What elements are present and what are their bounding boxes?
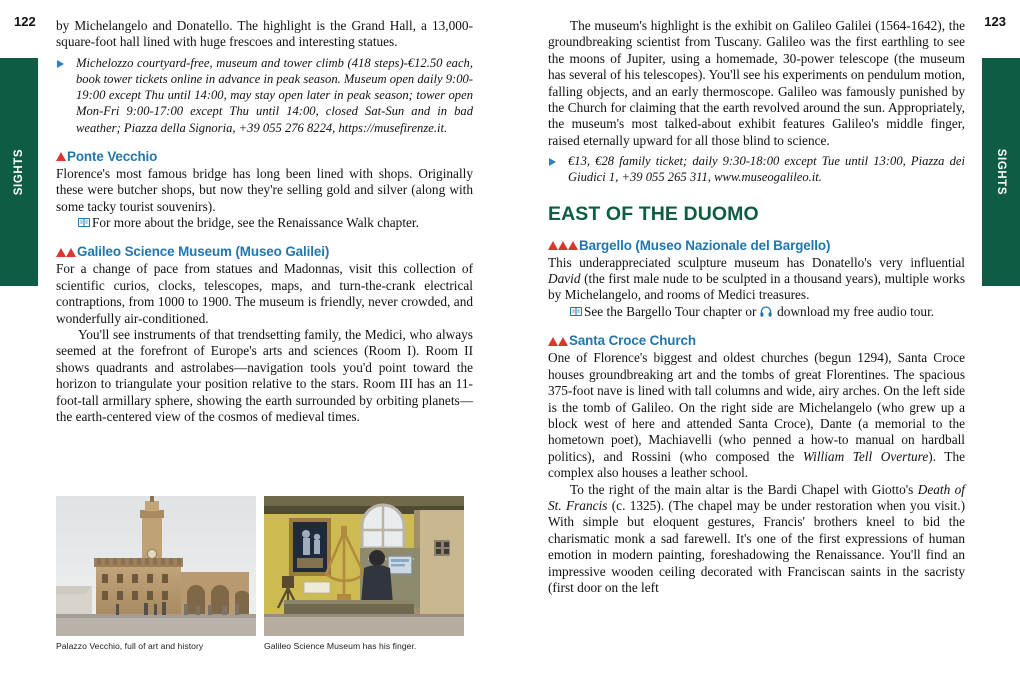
triangle-up-icon <box>56 248 66 257</box>
ponte-vecchio-crossref-text: For more about the bridge, see the Renaissance Walk chapter. <box>92 215 419 231</box>
santa-croce-body-1 <box>548 350 965 481</box>
triangle-up-icon <box>558 241 568 250</box>
bargello-body-post: (the first male nude to be sculpted in a thousand years), multiple works by Michelangelo, and rooms of Medici treasures. <box>548 271 965 303</box>
bargello-crossref <box>548 304 965 320</box>
ponte-vecchio-body: Florence's most famous bridge has long been lined with shops. Originally these were butcher shops, but now they're selling gold and silver (along with some tacky tourist souvenirs). <box>56 165 473 214</box>
rating-triangles-4 <box>548 333 568 348</box>
sight-heading-galileo-museum-label: Galileo Science Museum (Museo Galilei) <box>77 244 330 260</box>
galileo-continued-paragraph: The museum's highlight is the exhibit on Galileo Galilei (1564-1642), the groundbreaking scientist from Tuscany. Galileo was the first earthling to see the moons of Jupiter, using a homemade, 30-power telescope (the museum has several of his telescopes). You'll see his experiments on pendulum motion, falling objects, and an early thermoscope. Galileo was famously punished by the Church for claiming that the earth revolved around the sun. Appropriately, the museum's most talked-about exhibit features Galileo's middle finger, raised eternally upward for all those blind to science. <box>548 18 965 148</box>
santa-croce-body-2-italic: Death of St. Francis <box>548 481 965 513</box>
book-icon <box>570 306 582 317</box>
chapter-tab-right-label: SIGHTS <box>995 148 1007 196</box>
headphone-icon <box>760 306 772 317</box>
triangle-up-icon <box>558 337 568 346</box>
left-page-column <box>56 18 473 426</box>
galileo-museum-caption: Galileo Science Museum has his finger. <box>264 641 417 651</box>
triangle-right-bullet-icon <box>549 158 556 166</box>
galileo-museum-body-2: You'll see instruments of that trendsetting family, the Medici, who always seemed at the forefront of Europe's arts and sciences (Room I). Room II shows quadrants and astrolabes—navigation tools you'd point toward the horizon to triangulate your position relative to the stars. Room III has an 11-foot-tall armillary sphere, showing the earth surrounded by orbiting planets—the earth-centered view of the cosmos of medieval times. <box>56 327 473 425</box>
chapter-tab-left-label: SIGHTS <box>13 148 25 196</box>
right-page-column <box>548 18 965 596</box>
photo-row <box>56 496 473 652</box>
triangle-up-icon <box>568 241 578 250</box>
sight-heading-santa-croce-label: Santa Croce Church <box>569 333 696 349</box>
triangle-up-icon <box>56 152 66 161</box>
rating-triangles-3 <box>548 238 578 253</box>
photo-cell-palazzo-vecchio <box>56 496 256 652</box>
page-number-right: 123 <box>984 14 1006 29</box>
book-icon <box>78 217 90 228</box>
sight-heading-santa-croce <box>548 333 965 349</box>
sight-heading-bargello-label: Bargello (Museo Nazionale del Bargello) <box>579 237 831 253</box>
chapter-tab-right <box>982 58 1020 286</box>
bargello-body-pre: This underappreciated sculpture museum has Donatello's very influential <box>548 254 965 270</box>
santa-croce-body-1-post: ). The complex also houses a leather school. <box>548 448 966 481</box>
triangle-up-icon <box>548 337 558 346</box>
sight-heading-ponte-vecchio-label: Ponte Vecchio <box>67 148 158 164</box>
ponte-vecchio-crossref <box>56 215 473 231</box>
triangle-up-icon <box>66 248 76 257</box>
bargello-body <box>548 255 965 304</box>
santa-croce-body-2 <box>548 482 965 597</box>
palazzo-vecchio-caption: Palazzo Vecchio, full of art and history <box>56 641 204 651</box>
bargello-crossref-part2: download my free audio tour. <box>773 303 935 319</box>
chapter-tab-left <box>0 58 38 286</box>
santa-croce-body-1-italic: William Tell Overture <box>802 448 929 464</box>
practicalities-galileo-text: €13, €28 family ticket; daily 9:30-18:00 except Tue until 13:00, Piazza dei Giudici 1, +39 055 265 311, www.museogalileo.it. <box>568 154 965 185</box>
bargello-crossref-part1: See the Bargello Tour chapter or <box>584 303 760 319</box>
page-number-left: 122 <box>14 14 36 29</box>
section-heading-east-of-the-duomo: EAST OF THE DUOMO <box>548 202 759 225</box>
sight-heading-galileo-museum <box>56 244 473 260</box>
triangle-up-icon <box>548 241 558 250</box>
paragraph-continued: by Michelangelo and Donatello. The highlight is the Grand Hall, a 13,000-square-foot hall lined with huge frescoes and interesting statues. <box>56 18 473 50</box>
practicalities-galileo-museum <box>548 153 965 185</box>
practicalities-palazzo-vecchio <box>56 55 473 136</box>
santa-croce-body-2-post: (c. 1325). (The chapel may be under restoration when you visit.) With simple but eloquent gestures, Francis' brothers kneel to bid the charismatic monk a sad farewell. It's one of the first expressions of human emotion in modern painting, foreshadowing the Renaissance. You'll find an impressive wooden ceiling decorated with Franciscan saints in the sacristy (first door on the left <box>548 497 965 595</box>
rating-triangles-2 <box>56 244 76 259</box>
palazzo-vecchio-photo <box>56 496 256 636</box>
practicalities-palazzo-text: Michelozzo courtyard-free, museum and tower climb (418 steps)-€12.50 each, book tower tickets online in advance in peak season. Museum open daily 9:00-19:00 except Thu until 14:00, may stay open later in peak season; tower open Mon-Fri 9:00-17:00 except Thu until 14:00, closed Sat-Sun and in bad weather; Piazza della Signoria, +39 055 276 8224, https://musefirenze.it. <box>76 55 473 135</box>
rating-triangles-1 <box>56 149 66 164</box>
santa-croce-body-1-pre: One of Florence's biggest and oldest churches (begun 1294), Santa Croce houses groundbreaking art and the tombs of great Florentines. The spacious 375-foot nave is lined with tall columns and wide, airy arches. On the left side is the tomb of Galileo. On the right side are Michelangelo (who grew up a block west of here and attended Santa Croce), Dante (a memorial to the hometown poet), Machiavelli (who penned a how-to manual on hardball politics), and Rossini (who composed the <box>548 350 965 464</box>
santa-croce-body-2-pre: To the right of the main altar is the Bardi Chapel with Giotto's <box>570 481 918 497</box>
photo-cell-galileo-museum <box>264 496 464 652</box>
triangle-right-bullet-icon <box>57 60 64 68</box>
sight-heading-ponte-vecchio <box>56 149 473 165</box>
galileo-museum-photo <box>264 496 464 636</box>
galileo-museum-body-1: For a change of pace from statues and Madonnas, visit this collection of scientific curios, clocks, telescopes, maps, and turn-the-crank electrical contraptions, from 1000 to 1900. The museum is friendly, never crowded, and wonderfully air-conditioned. <box>56 261 473 326</box>
sight-heading-bargello <box>548 238 965 254</box>
bargello-body-italic: David <box>548 271 581 287</box>
